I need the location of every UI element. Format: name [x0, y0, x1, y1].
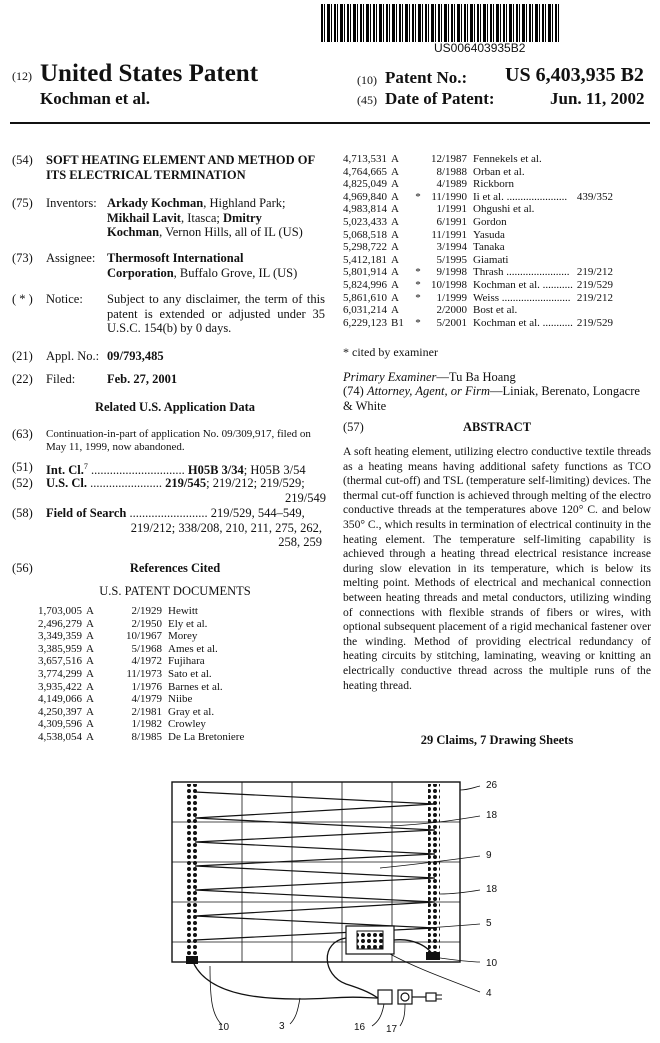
- ref-class: [577, 304, 613, 317]
- patent-no-label: Patent No.:: [385, 68, 468, 87]
- reference-row: [343, 254, 613, 267]
- intcl-main: H05B 3/34: [187, 463, 244, 478]
- ref-patent-number: 5,801,914: [343, 266, 387, 279]
- ref-date: 5/2001: [436, 316, 467, 329]
- patent-date: Jun. 11, 2002: [550, 89, 645, 108]
- ref-cited-star: [106, 693, 120, 706]
- ref-cited-star: *: [415, 278, 421, 291]
- ref-kind: A: [391, 165, 399, 178]
- ref-class: 219/529: [576, 278, 613, 291]
- ref-name: Gordon: [473, 215, 507, 228]
- doc-type: United States Patent: [40, 60, 259, 87]
- appl-code: (21): [12, 349, 33, 363]
- assignee-location: , Buffalo Grove, IL (US): [173, 265, 298, 280]
- inventor-3-location: , Vernon Hills, all of IL (US): [159, 225, 303, 239]
- ref-patent-number: 4,309,596: [38, 718, 82, 731]
- ref-cited-star: [106, 655, 120, 668]
- ref-patent-number: 3,385,959: [38, 642, 82, 655]
- ref-name: Bost et al.: [473, 304, 518, 317]
- ref-label-18-mid: 18: [486, 884, 498, 895]
- ref-name: Weiss .........................: [473, 291, 571, 304]
- ref-kind: A: [391, 215, 399, 228]
- date-label: Date of Patent:: [385, 89, 495, 108]
- ref-patent-number: 5,861,610: [343, 291, 387, 304]
- inventors-code: (75): [12, 196, 33, 210]
- notice-text: Subject to any disclaimer, the term of this patent is extended or adjusted under 35 U.S.C. 154(b) by 0 days.: [107, 292, 325, 335]
- ref-name: Sato et al.: [168, 667, 212, 680]
- reference-row: [38, 731, 248, 744]
- ref-date: 12/1987: [430, 153, 467, 165]
- ref-cited-star: [106, 668, 120, 681]
- filed-code: (22): [12, 372, 33, 386]
- ref-cited-star: [411, 178, 425, 191]
- ref-name: Gray et al.: [168, 705, 215, 718]
- examiner-line: [343, 370, 516, 385]
- uscl-main: 219/545: [165, 476, 207, 490]
- search-label: Field of Search: [46, 506, 127, 520]
- ref-patent-number: 6,229,123: [343, 316, 387, 329]
- ref-patent-number: 5,068,518: [343, 228, 387, 241]
- reference-row: [343, 241, 613, 254]
- ref-cited-star: [106, 718, 120, 731]
- ref-name: Hewitt: [168, 605, 198, 617]
- ref-date: 3/1994: [436, 241, 467, 254]
- right-bus-strip: [428, 784, 440, 960]
- continuation-text: Continuation-in-part of application No. 09/309,917, filed on May 11, 1999, now abandoned.: [46, 428, 311, 453]
- ref-patent-number: 2,496,279: [38, 617, 82, 630]
- ref-cited-star: [106, 605, 120, 618]
- ref-patent-number: 4,713,531: [343, 153, 387, 165]
- ref-patent-number: 3,349,359: [38, 630, 82, 643]
- reference-row: [38, 668, 248, 681]
- ref-date: 10/1998: [430, 278, 467, 291]
- ref-cited-star: [411, 241, 425, 254]
- ref-date: 11/1991: [431, 228, 467, 241]
- header-divider: [10, 122, 650, 124]
- ref-name: Rickborn: [473, 178, 514, 191]
- intcl-sup: 7: [83, 462, 88, 471]
- ref-kind: A: [86, 667, 94, 680]
- ref-date: 2/1981: [131, 705, 162, 718]
- examiner-name: —Tu Ba Hoang: [436, 370, 516, 384]
- ref-date: 1/1976: [131, 680, 162, 693]
- intcl-code: (51): [12, 460, 33, 474]
- ref-kind: A: [86, 630, 94, 643]
- examiner-label: Primary Examiner: [343, 370, 437, 384]
- ref-label-16: 16: [354, 1022, 366, 1033]
- ref-name: De La Bretoniere: [168, 730, 245, 743]
- patent-no-code: (10): [357, 73, 377, 87]
- filed-label: Filed:: [46, 372, 76, 386]
- reference-row: [343, 178, 613, 191]
- ref-name: Morey: [168, 630, 198, 643]
- ref-kind: A: [86, 655, 94, 668]
- ref-patent-number: 3,657,516: [38, 655, 82, 668]
- ref-kind: A: [86, 730, 94, 743]
- intcl-label: Int. Cl.: [46, 463, 84, 478]
- ref-cited-star: *: [415, 291, 421, 304]
- uscl-line: [46, 476, 326, 505]
- ref-date: 2/1929: [131, 605, 162, 617]
- ref-date: 4/1979: [131, 693, 162, 706]
- ref-name: Fennekels et al.: [473, 153, 542, 165]
- abstract-code: (57): [343, 420, 364, 434]
- ref-name: Thrash .......................: [473, 266, 570, 279]
- ref-name: Yasuda: [473, 228, 505, 241]
- ref-date: 2/2000: [436, 304, 467, 317]
- cited-by-examiner: * cited by examiner: [343, 345, 438, 359]
- assignee-code: (73): [12, 251, 33, 265]
- reference-row: [343, 229, 613, 242]
- doc-type-code: (12): [12, 69, 32, 83]
- attorney-name: —Liniak, Berenato, Longacre & White: [343, 384, 640, 413]
- reference-row: [38, 718, 248, 731]
- appl-label: Appl. No.:: [46, 349, 100, 363]
- ref-kind: A: [391, 304, 399, 317]
- ref-patent-number: 3,935,422: [38, 680, 82, 693]
- ref-label-4: 4: [486, 988, 492, 999]
- ref-cited-star: [106, 731, 120, 744]
- left-terminal: [186, 956, 198, 964]
- ref-patent-number: 4,825,049: [343, 178, 387, 191]
- search-l1: 219/529, 544–549,: [210, 506, 305, 520]
- ref-class: [577, 203, 613, 216]
- notice-label: Notice:: [46, 292, 83, 306]
- reference-row: [343, 153, 613, 166]
- drawing-figure: [150, 770, 510, 1035]
- search-dots: .........................: [126, 506, 208, 520]
- ref-date: 9/1998: [436, 266, 467, 279]
- ref-cited-star: [106, 643, 120, 656]
- intcl-rest: ; H05B 3/54: [243, 463, 306, 478]
- refs-subheading: U.S. PATENT DOCUMENTS: [99, 584, 251, 598]
- ref-name: Giamati: [473, 253, 509, 266]
- ref-label-10-right: 10: [486, 958, 498, 969]
- ref-cited-star: *: [415, 190, 421, 203]
- ref-name: Niibe: [168, 693, 193, 706]
- uscl-code: (52): [12, 476, 33, 490]
- ref-cited-star: [411, 166, 425, 179]
- ref-class: [577, 216, 613, 229]
- ref-label-9: 9: [486, 850, 492, 861]
- ref-name: Crowley: [168, 718, 206, 731]
- ref-kind: A: [86, 605, 94, 617]
- ref-class: [577, 241, 613, 254]
- attorney-line: [343, 384, 651, 413]
- ref-class: 219/529: [576, 316, 613, 329]
- ref-date: 5/1995: [436, 253, 467, 266]
- attorney-code: (74): [343, 384, 364, 398]
- ref-class: 219/212: [576, 266, 613, 279]
- ref-class: [577, 153, 613, 166]
- ref-kind: A: [86, 718, 94, 731]
- ref-name: Barnes et al.: [168, 680, 223, 693]
- ref-patent-number: 4,969,840: [343, 190, 387, 203]
- ref-date: 10/1967: [125, 630, 162, 643]
- inventors-value: [107, 196, 329, 240]
- ref-kind: A: [86, 693, 94, 706]
- uscl-rest2: 219/549: [285, 490, 326, 505]
- reference-row: [38, 605, 248, 618]
- claims-count: 29 Claims, 7 Drawing Sheets: [420, 733, 574, 747]
- intcl-dots: ..............................: [87, 463, 185, 478]
- uscl-label: U.S. Cl.: [46, 476, 87, 490]
- ref-cited-star: [411, 229, 425, 242]
- indicator-box: [398, 990, 412, 1004]
- reference-row: [343, 166, 613, 179]
- reference-row: [38, 618, 248, 631]
- left-references-table: [38, 605, 248, 744]
- ref-cited-star: [106, 706, 120, 719]
- reference-row: [343, 317, 613, 330]
- notice-code: ( * ): [12, 292, 33, 306]
- ref-date: 5/1968: [131, 642, 162, 655]
- ref-patent-number: 4,149,066: [38, 693, 82, 706]
- refs-heading: References Cited: [129, 561, 221, 575]
- ref-label-26: 26: [486, 780, 498, 791]
- ref-date: 2/1950: [131, 617, 162, 630]
- reference-row: [38, 693, 248, 706]
- ref-date: 11/1990: [431, 190, 467, 203]
- reference-row: [343, 216, 613, 229]
- power-plug: [426, 993, 436, 1001]
- control-switch: [378, 990, 392, 1004]
- date-code: (45): [357, 93, 377, 107]
- ref-kind: B1: [391, 316, 404, 329]
- inventor-2-location: , Itasca;: [180, 210, 220, 225]
- reference-row: [38, 706, 248, 719]
- assignee-label: Assignee:: [46, 251, 96, 265]
- ref-date: 1/1991: [436, 203, 467, 216]
- ref-date: 8/1988: [436, 165, 467, 178]
- reference-row: [343, 203, 613, 216]
- ref-cited-star: *: [415, 266, 421, 279]
- ref-label-5: 5: [486, 918, 492, 929]
- search-line: [46, 506, 322, 550]
- ref-name: Ely et al.: [168, 617, 208, 630]
- ref-patent-number: 5,824,996: [343, 278, 387, 291]
- ref-label-3: 3: [279, 1021, 285, 1032]
- title-code: (54): [12, 153, 33, 167]
- left-bus-strip: [186, 784, 198, 960]
- inventor-3a: Dmitry: [222, 210, 262, 225]
- inventor-1: Arkady Kochman: [107, 196, 204, 210]
- refs-code: (56): [12, 561, 33, 575]
- inventor-1-location: , Highland Park;: [203, 196, 286, 210]
- ref-name: Ames et al.: [168, 642, 218, 655]
- ref-kind: A: [391, 178, 399, 191]
- assignee-name-a: Thermosoft International: [107, 251, 244, 265]
- reference-row: [343, 266, 613, 279]
- ref-date: 8/1985: [131, 730, 162, 743]
- reference-row: [343, 292, 613, 305]
- ref-patent-number: 1,703,005: [38, 605, 82, 617]
- inventors-label: Inventors:: [46, 196, 97, 210]
- ref-kind: A: [391, 278, 399, 291]
- ref-patent-number: 3,774,299: [38, 667, 82, 680]
- ref-patent-number: 6,031,214: [343, 304, 387, 317]
- ref-patent-number: 4,764,665: [343, 165, 387, 178]
- ref-name: Ii et al. ......................: [473, 190, 568, 203]
- ref-patent-number: 5,298,722: [343, 241, 387, 254]
- attorney-label: Attorney, Agent, or Firm: [366, 384, 490, 398]
- right-references-table: [343, 153, 613, 329]
- reference-row: [343, 279, 613, 292]
- inventor-short: Kochman et al.: [40, 89, 151, 108]
- barcode: [321, 4, 560, 42]
- ref-cited-star: [106, 618, 120, 631]
- barcode-number: US006403935B2: [434, 41, 526, 55]
- search-code: (58): [12, 506, 33, 520]
- ref-date: 1/1982: [131, 718, 162, 731]
- ref-date: 4/1989: [436, 178, 467, 191]
- ref-label-10-bottom: 10: [218, 1022, 230, 1033]
- ref-patent-number: 5,412,181: [343, 253, 387, 266]
- ref-cited-star: [106, 681, 120, 694]
- reference-row: [38, 630, 248, 643]
- search-l3: 258, 259: [278, 535, 322, 549]
- ref-kind: A: [391, 291, 399, 304]
- ref-kind: A: [391, 153, 399, 165]
- ref-date: 11/1973: [126, 667, 162, 680]
- ref-name: Ohgushi et al.: [473, 203, 535, 216]
- reference-row: [38, 655, 248, 668]
- ref-name: Kochman et al. ...........: [473, 278, 573, 291]
- ref-name: Fujihara: [168, 655, 205, 668]
- inventor-2: Mikhail Lavit: [107, 210, 181, 225]
- reference-row: [343, 191, 613, 204]
- ref-kind: A: [86, 617, 94, 630]
- uscl-rest1: ; 219/212; 219/529;: [206, 476, 305, 490]
- ref-date: 6/1991: [436, 215, 467, 228]
- ref-name: Orban et al.: [473, 165, 525, 178]
- ref-class: [577, 178, 613, 191]
- ref-class: 439/352: [576, 190, 613, 203]
- ref-patent-number: 5,023,433: [343, 215, 387, 228]
- ref-class: [577, 254, 613, 267]
- continuation-code: (63): [12, 427, 33, 441]
- uscl-dots: .......................: [86, 476, 162, 490]
- reference-row: [38, 643, 248, 656]
- reference-row: [38, 681, 248, 694]
- abstract-text: A soft heating element, utilizing electro conductive textile threads as a heating means having additional safety functions as TCO (thermal cut-off) and TSL (temperature self-limiting) devices. The thermal cut-off function is achieved through melting of the electro conductive threads at the temperatures above 120° C. and below 350° C., which results in termination of electrical continuity in the heating element. The temperature self-limiting capability is achieved through a heating thread electrical resistance increase during slow elevation in its temperature, which is below its melting point. Methods of electrical and mechanical connection between heating threads and metal conductors, utilizing winding of connections with flexible strands of fibers or wires, with optional subsequent placement of a rigid mechanical fastener over the winding. Method of providing electrical redundancy of heating circuits by stitching, laminating, weaving or knitting an electrically conductive thread across the multiple runs of the heating thread.: [343, 445, 651, 692]
- ref-patent-number: 4,250,397: [38, 705, 82, 718]
- filed-date: Feb. 27, 2001: [107, 372, 178, 386]
- ref-patent-number: 4,538,054: [38, 730, 82, 743]
- ref-cited-star: [106, 630, 120, 643]
- ref-kind: A: [86, 705, 94, 718]
- inventor-3b: Kochman: [107, 225, 160, 239]
- reference-row: [343, 304, 613, 317]
- ref-kind: A: [391, 241, 399, 254]
- abstract-heading: ABSTRACT: [462, 420, 532, 434]
- ref-cited-star: [411, 304, 425, 317]
- ref-kind: A: [391, 228, 399, 241]
- related-heading: Related U.S. Application Data: [94, 400, 256, 414]
- ref-cited-star: [411, 153, 425, 166]
- ref-cited-star: [411, 254, 425, 267]
- ref-cited-star: [411, 203, 425, 216]
- assignee-name-b: Corporation: [107, 265, 174, 280]
- ref-cited-star: *: [415, 316, 421, 329]
- ref-kind: A: [391, 203, 399, 216]
- search-l2: 219/212; 338/208, 210, 211, 275, 262,: [130, 520, 322, 535]
- ref-kind: A: [391, 266, 399, 279]
- ref-kind: A: [391, 190, 399, 203]
- patent-number: US 6,403,935 B2: [505, 64, 644, 86]
- ref-class: 219/212: [576, 291, 613, 304]
- ref-label-17: 17: [386, 1024, 398, 1035]
- ref-kind: A: [86, 642, 94, 655]
- ref-cited-star: [411, 216, 425, 229]
- ref-kind: A: [86, 680, 94, 693]
- assignee-value: [107, 251, 329, 280]
- ref-date: 4/1972: [131, 655, 162, 668]
- ref-name: Tanaka: [473, 241, 505, 254]
- ref-class: [577, 229, 613, 242]
- appl-number: 09/793,485: [107, 349, 164, 363]
- ref-label-18-top: 18: [486, 810, 498, 821]
- ref-class: [577, 166, 613, 179]
- patent-title: SOFT HEATING ELEMENT AND METHOD OF ITS ELECTRICAL TERMINATION: [46, 153, 315, 182]
- ref-name: Kochman et al. ...........: [473, 316, 573, 329]
- ref-kind: A: [391, 253, 399, 266]
- ref-date: 1/1999: [436, 291, 467, 304]
- intcl-line: [46, 460, 306, 478]
- connector-module: [357, 931, 383, 949]
- ref-patent-number: 4,983,814: [343, 203, 387, 216]
